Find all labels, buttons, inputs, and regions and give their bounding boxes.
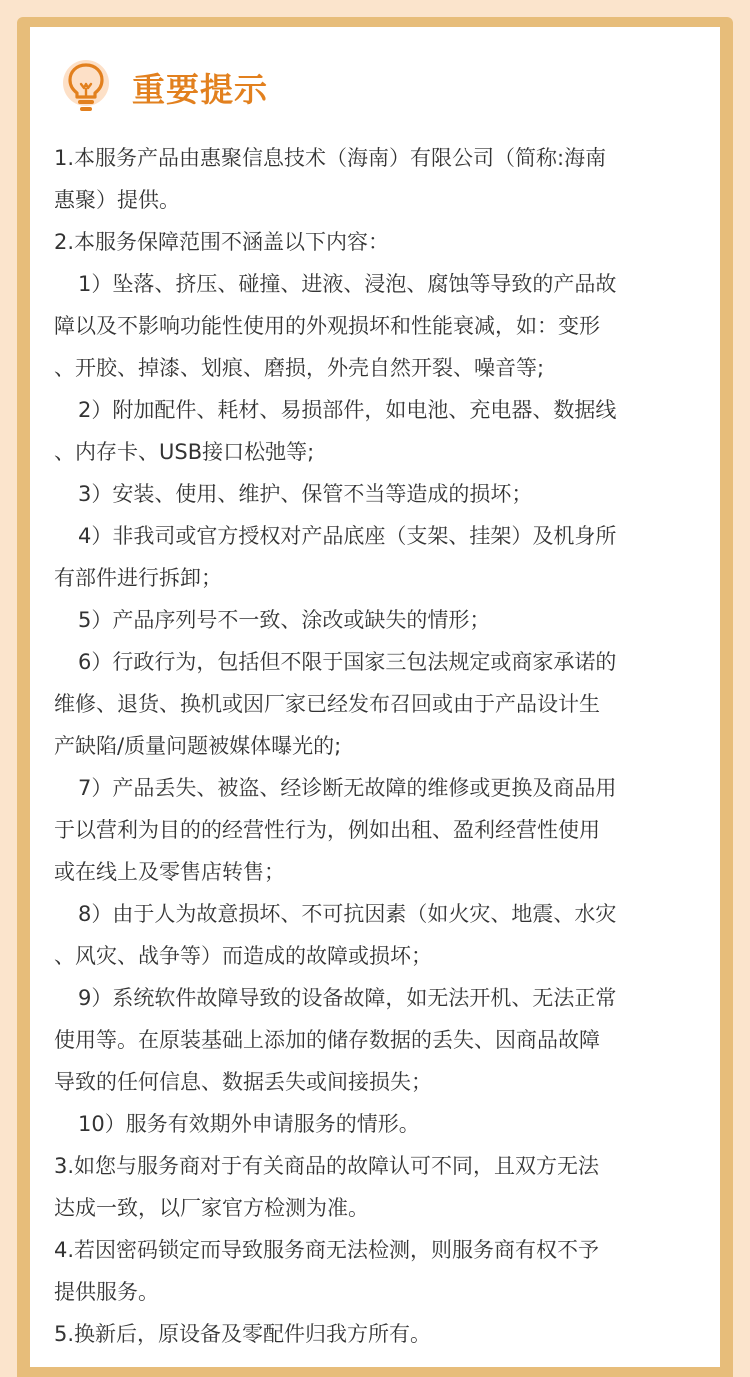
notice-line: 5）产品序列号不一致、涂改或缺失的情形； xyxy=(78,608,491,632)
notice-line: 使用等。在原装基础上添加的储存数据的丢失、因商品故障 xyxy=(54,1028,600,1052)
heading-title: 重要提示 xyxy=(132,69,268,109)
notice-card xyxy=(30,27,720,1367)
notice-line: 1）坠落、挤压、碰撞、进液、浸泡、腐蚀等导致的产品故 xyxy=(78,272,617,296)
notice-line: 2）附加配件、耗材、易损部件，如电池、充电器、数据线 xyxy=(78,398,617,422)
notice-line: 障以及不影响功能性使用的外观损坏和性能衰减，如：变形 xyxy=(54,314,600,338)
notice-line: 、内存卡、USB接口松弛等; xyxy=(54,440,315,464)
notice-line: 5.换新后，原设备及零配件归我方所有。 xyxy=(54,1322,432,1346)
notice-line: 或在线上及零售店转售； xyxy=(54,860,285,884)
lightbulb-icon xyxy=(62,59,110,115)
notice-line: 4）非我司或官方授权对产品底座（支架、挂架）及机身所 xyxy=(78,524,617,548)
notice-line: 7）产品丢失、被盗、经诊断无故障的维修或更换及商品用 xyxy=(78,776,617,800)
notice-line: 2.本服务保障范围不涵盖以下内容： xyxy=(54,230,390,254)
notice-line: 4.若因密码锁定而导致服务商无法检测，则服务商有权不予 xyxy=(54,1238,600,1262)
notice-line: 1.本服务产品由惠聚信息技术（海南）有限公司（简称:海南 xyxy=(54,146,607,170)
notice-body xyxy=(54,137,704,1355)
notice-line: 导致的任何信息、数据丢失或间接损失； xyxy=(54,1070,432,1094)
notice-line: 9）系统软件故障导致的设备故障，如无法开机、无法正常 xyxy=(78,986,617,1010)
notice-line: 提供服务。 xyxy=(54,1280,159,1304)
notice-line: 、风灾、战争等）而造成的故障或损坏； xyxy=(54,944,432,968)
notice-line: 8）由于人为故意损坏、不可抗因素（如火灾、地震、水灾 xyxy=(78,902,617,926)
notice-line: 惠聚）提供。 xyxy=(54,188,180,212)
notice-line: 产缺陷/质量问题被媒体曝光的; xyxy=(54,734,342,758)
notice-line: 达成一致，以厂家官方检测为准。 xyxy=(54,1196,369,1220)
notice-line: 10）服务有效期外申请服务的情形。 xyxy=(78,1112,420,1136)
notice-heading xyxy=(62,57,268,117)
notice-line: 、开胶、掉漆、划痕、磨损，外壳自然开裂、噪音等; xyxy=(54,356,545,380)
notice-line: 3.如您与服务商对于有关商品的故障认可不同，且双方无法 xyxy=(54,1154,600,1178)
notice-line: 于以营利为目的的经营性行为，例如出租、盈利经营性使用 xyxy=(54,818,600,842)
notice-line: 6）行政行为，包括但不限于国家三包法规定或商家承诺的 xyxy=(78,650,617,674)
notice-line: 维修、退货、换机或因厂家已经发布召回或由于产品设计生 xyxy=(54,692,600,716)
notice-line: 3）安装、使用、维护、保管不当等造成的损坏； xyxy=(78,482,533,506)
notice-line: 有部件进行拆卸； xyxy=(54,566,222,590)
